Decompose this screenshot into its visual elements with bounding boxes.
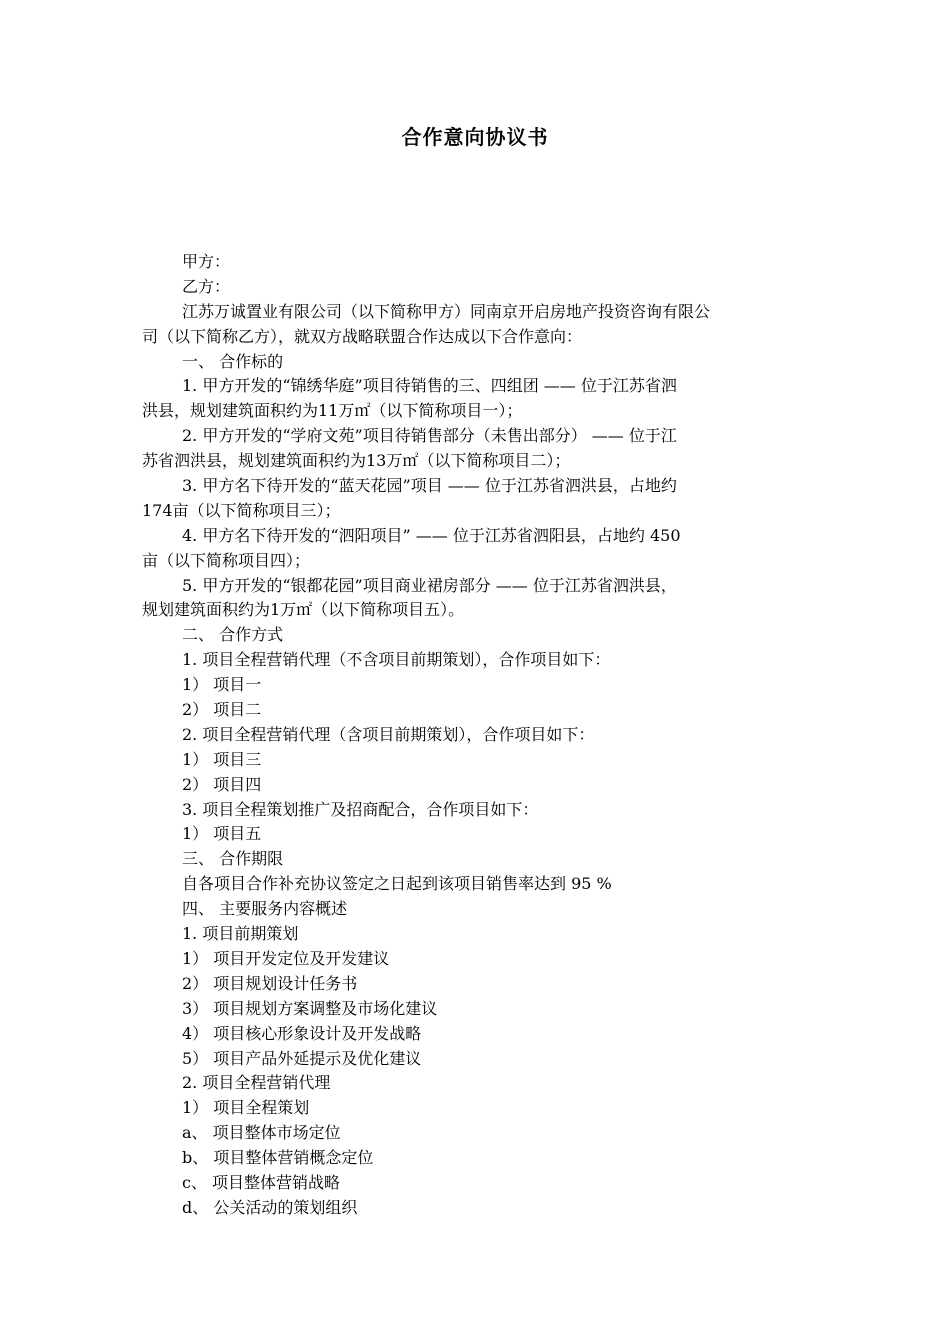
mode-3-line: 3. 项目全程策划推广及招商配合，合作项目如下： (182, 799, 539, 819)
mode-1-sub-2: 2） 项目二 (182, 700, 262, 720)
service-2-sub-a: a、 项目整体市场定位 (182, 1123, 341, 1143)
intro-line-1: 江苏万诚置业有限公司（以下简称甲方）同南京开启房地产投资咨询有限公 (182, 301, 711, 321)
document-title: 合作意向协议书 (401, 125, 549, 149)
item-2-line-1: 2. 甲方开发的“学府文苑”项目待销售部分（未售出部分） —— 位于江 (182, 426, 677, 446)
item-5-line-1: 5. 甲方开发的“银都花园”项目商业裙房部分 —— 位于江苏省泗洪县， (182, 575, 677, 595)
section-heading-1: 一、 合作标的 (182, 351, 284, 371)
mode-2-line: 2. 项目全程营销代理（含项目前期策划），合作项目如下： (182, 724, 595, 744)
service-1-sub-4: 4） 项目核心形象设计及开发战略 (182, 1023, 422, 1043)
service-1-sub-2: 2） 项目规划设计任务书 (182, 973, 358, 993)
item-5-line-2: 规划建筑面积约为1万㎡（以下简称项目五）。 (142, 600, 465, 620)
mode-1-line: 1. 项目全程营销代理（不含项目前期策划），合作项目如下： (182, 650, 611, 670)
term-line: 自各项目合作补充协议签定之日起到该项目销售率达到 95 % (182, 874, 612, 894)
service-2-sub-b: b、 项目整体营销概念定位 (182, 1148, 374, 1168)
mode-2-sub-1: 1） 项目三 (182, 749, 262, 769)
section-heading-4: 四、 主要服务内容概述 (182, 899, 348, 919)
party-a-line: 甲方： (182, 252, 231, 271)
mode-3-sub-1: 1） 项目五 (182, 824, 262, 844)
item-2-line-2: 苏省泗洪县，规划建筑面积约为13万㎡（以下简称项目二）； (142, 451, 571, 471)
service-1-sub-3: 3） 项目规划方案调整及市场化建议 (182, 998, 438, 1018)
party-b-line: 乙方： (182, 276, 231, 296)
service-1-line: 1. 项目前期策划 (182, 924, 299, 944)
service-2-sub-d: d、 公关活动的策划组织 (182, 1197, 358, 1217)
mode-2-sub-2: 2） 项目四 (182, 774, 262, 794)
service-2-line: 2. 项目全程营销代理 (182, 1073, 331, 1093)
section-heading-2: 二、 合作方式 (182, 625, 284, 645)
item-1-line-1: 1. 甲方开发的“锦绣华庭”项目待销售的三、四组团 —— 位于江苏省泗 (182, 376, 677, 396)
item-3-line-1: 3. 甲方名下待开发的“蓝天花园”项目 —— 位于江苏省泗洪县，占地约 (182, 476, 677, 496)
item-3-line-2: 174亩（以下简称项目三）； (142, 500, 341, 520)
section-heading-3: 三、 合作期限 (182, 849, 284, 869)
service-2-sub-1: 1） 项目全程策划 (182, 1098, 310, 1118)
service-2-sub-c: c、 项目整体营销战略 (182, 1172, 341, 1192)
item-1-line-2: 洪县，规划建筑面积约为11万㎡（以下简称项目一）； (142, 401, 523, 421)
mode-1-sub-1: 1） 项目一 (182, 675, 262, 695)
service-1-sub-1: 1） 项目开发定位及开发建议 (182, 948, 390, 968)
item-4-line-1: 4. 甲方名下待开发的“泗阳项目” —— 位于江苏省泗阳县，占地约 450 (182, 525, 681, 545)
intro-line-2: 司（以下简称乙方），就双方战略联盟合作达成以下合作意向： (142, 326, 583, 346)
document-body (142, 250, 806, 1221)
service-1-sub-5: 5） 项目产品外延提示及优化建议 (182, 1048, 422, 1068)
item-4-line-2: 亩（以下简称项目四）； (142, 550, 311, 570)
